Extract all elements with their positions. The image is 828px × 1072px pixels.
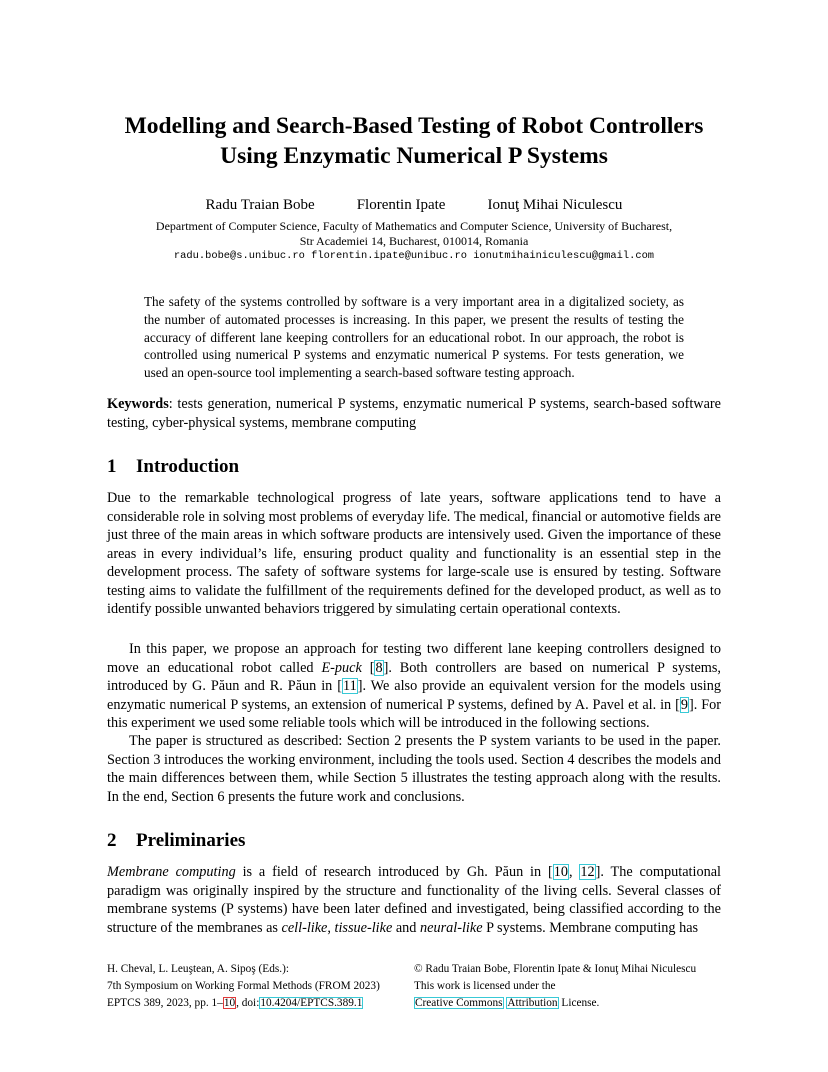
term-membrane-computing: Membrane computing (107, 864, 236, 880)
term-tissue-like: tissue-like (334, 919, 393, 936)
author-emails: radu.bobe@s.unibuc.ro florentin.ipate@unibuc.ro ionutmihainiculescu@gmail.com (173, 250, 655, 262)
robot-name: E-puck (321, 659, 362, 676)
author-list (0, 196, 828, 214)
creative-commons-link[interactable]: Creative Commons (415, 997, 503, 1009)
abstract: The safety of the systems controlled by software is a very important area in a digitalized society, as the number of automated processes is increasing. In this paper, we present the results of testing the accuracy of different lane keeping controllers for an educational robot. In our approach, the robot is controlled using numerical P systems and enzymatic numerical P systems. For tests generation, we used an open-source tool implementing a search-based software testing approach. (144, 294, 684, 381)
title-line-2: Using Enzymatic Numerical P Systems (220, 143, 608, 169)
text-run: License. (558, 997, 600, 1009)
intro-paragraph-1: Due to the remarkable technological progress of late years, software applications tend to have a considerable role in solving most problems of everyday life. The medical, financial or automotive fields are just three of the main areas in which software products are intensively used. Given the importance of these areas in every individual’s life, ensuring product quality and functionality is an essential step in the development process. The safety of software systems for large-scale use is ensured by testing. Software testing aims to validate the fulfillment of the requirements defined for the developed product, as well as to identify possible unwanted behaviors triggered by simulating certain operational contexts. (107, 490, 721, 617)
term-neural-like: neural-like (420, 919, 483, 936)
keywords (107, 395, 721, 432)
footer-publication-info (107, 961, 380, 1012)
page-count-link[interactable]: 10 (223, 997, 236, 1009)
text-run: ]. For this experiment we used some reliable tools which will be introduced in the following sections. (107, 696, 721, 731)
footer-eptcs (107, 995, 380, 1012)
citation-link[interactable]: 9 (680, 696, 688, 713)
section-1-number: 1 (107, 456, 117, 477)
footer-venue: 7th Symposium on Working Formal Methods (FROM 2023) (107, 980, 380, 992)
doi-link[interactable]: 10.4204/EPTCS.389.1 (260, 997, 363, 1009)
author-3: Ionuţ Mihai Niculescu (487, 197, 623, 213)
title-line-1: Modelling and Search-Based Testing of Robot Controllers (124, 113, 704, 139)
citation-link[interactable]: 11 (342, 678, 357, 694)
author-1: Radu Traian Bobe (205, 197, 315, 213)
footer-license-info (414, 961, 696, 1012)
section-1-heading (107, 456, 239, 478)
text-run: ]. We also provide an equivalent version for the models using enzymatic numerical P systems, an extension of numerical P systems, defined by A. Pavel et al. in [ (107, 678, 721, 713)
citation-link[interactable]: 8 (375, 659, 383, 676)
affiliation-line-2: Str Academiei 14, Bucharest, 010014, Romania (299, 233, 529, 248)
footer-license-text: This work is licensed under the (414, 980, 556, 992)
affiliation (100, 219, 728, 248)
section-2-heading (107, 830, 245, 852)
text-run: ]. The computational paradigm was originally inspired by the structure and functionality of the living cells. Several classes of membrane systems (P systems) have been later defined and investigated, being classified according to the structure of the membranes as (107, 864, 722, 936)
text-run: In this paper, we propose an approach for testing two different lane keeping controllers designed to move an educational robot called (107, 641, 721, 676)
footer-editors: H. Cheval, L. Leuştean, A. Sipoş (Eds.): (107, 963, 289, 975)
citation-link[interactable]: 10 (553, 864, 568, 880)
intro-paragraph-2 (107, 640, 721, 733)
keywords-text: : tests generation, numerical P systems, enzymatic numerical P systems, search-based software testing, cyber-physical systems, membrane computing (107, 396, 721, 431)
intro-paragraph-3: The paper is structured as described: Section 2 presents the P system variants to be used in the paper. Section 3 introduces the working environment, including the tools used. Section 4 describes the models and the main differences between them, while Section 5 illustrates the testing approach along with the results. In the end, Section 6 presents the future work and conclusions. (107, 733, 721, 805)
text-run: , doi: (236, 997, 260, 1009)
text-run: , (327, 919, 335, 936)
preliminaries-paragraph-1 (107, 863, 721, 937)
footer-license-links (414, 995, 696, 1012)
attribution-link[interactable]: Attribution (507, 997, 558, 1009)
affiliation-line-1: Department of Computer Science, Faculty of Mathematics and Computer Science, University of Bucharest, (155, 219, 673, 233)
paper-title (60, 111, 768, 171)
keywords-label: Keywords (107, 396, 169, 412)
section-2-title: Preliminaries (136, 830, 246, 851)
text-run: and (392, 919, 420, 936)
text-run: is a field of research introduced by Gh. Păun in [ (235, 864, 553, 880)
text-run: P systems. Membrane computing has (482, 919, 699, 936)
text-run: , (568, 864, 580, 880)
text-run: ]. Both controllers are based on numerical P systems, introduced by G. Păun and R. Păun in [ (107, 659, 721, 694)
section-1-title: Introduction (136, 456, 240, 477)
term-cell-like: cell-like (281, 919, 328, 936)
text-run: EPTCS 389, 2023, pp. 1– (107, 997, 223, 1009)
footer-copyright: © Radu Traian Bobe, Florentin Ipate & Ionuţ Mihai Niculescu (414, 963, 697, 975)
citation-link[interactable]: 12 (580, 864, 595, 880)
section-2-number: 2 (107, 830, 117, 851)
text-run: [ (361, 659, 375, 676)
author-2: Florentin Ipate (356, 197, 446, 213)
